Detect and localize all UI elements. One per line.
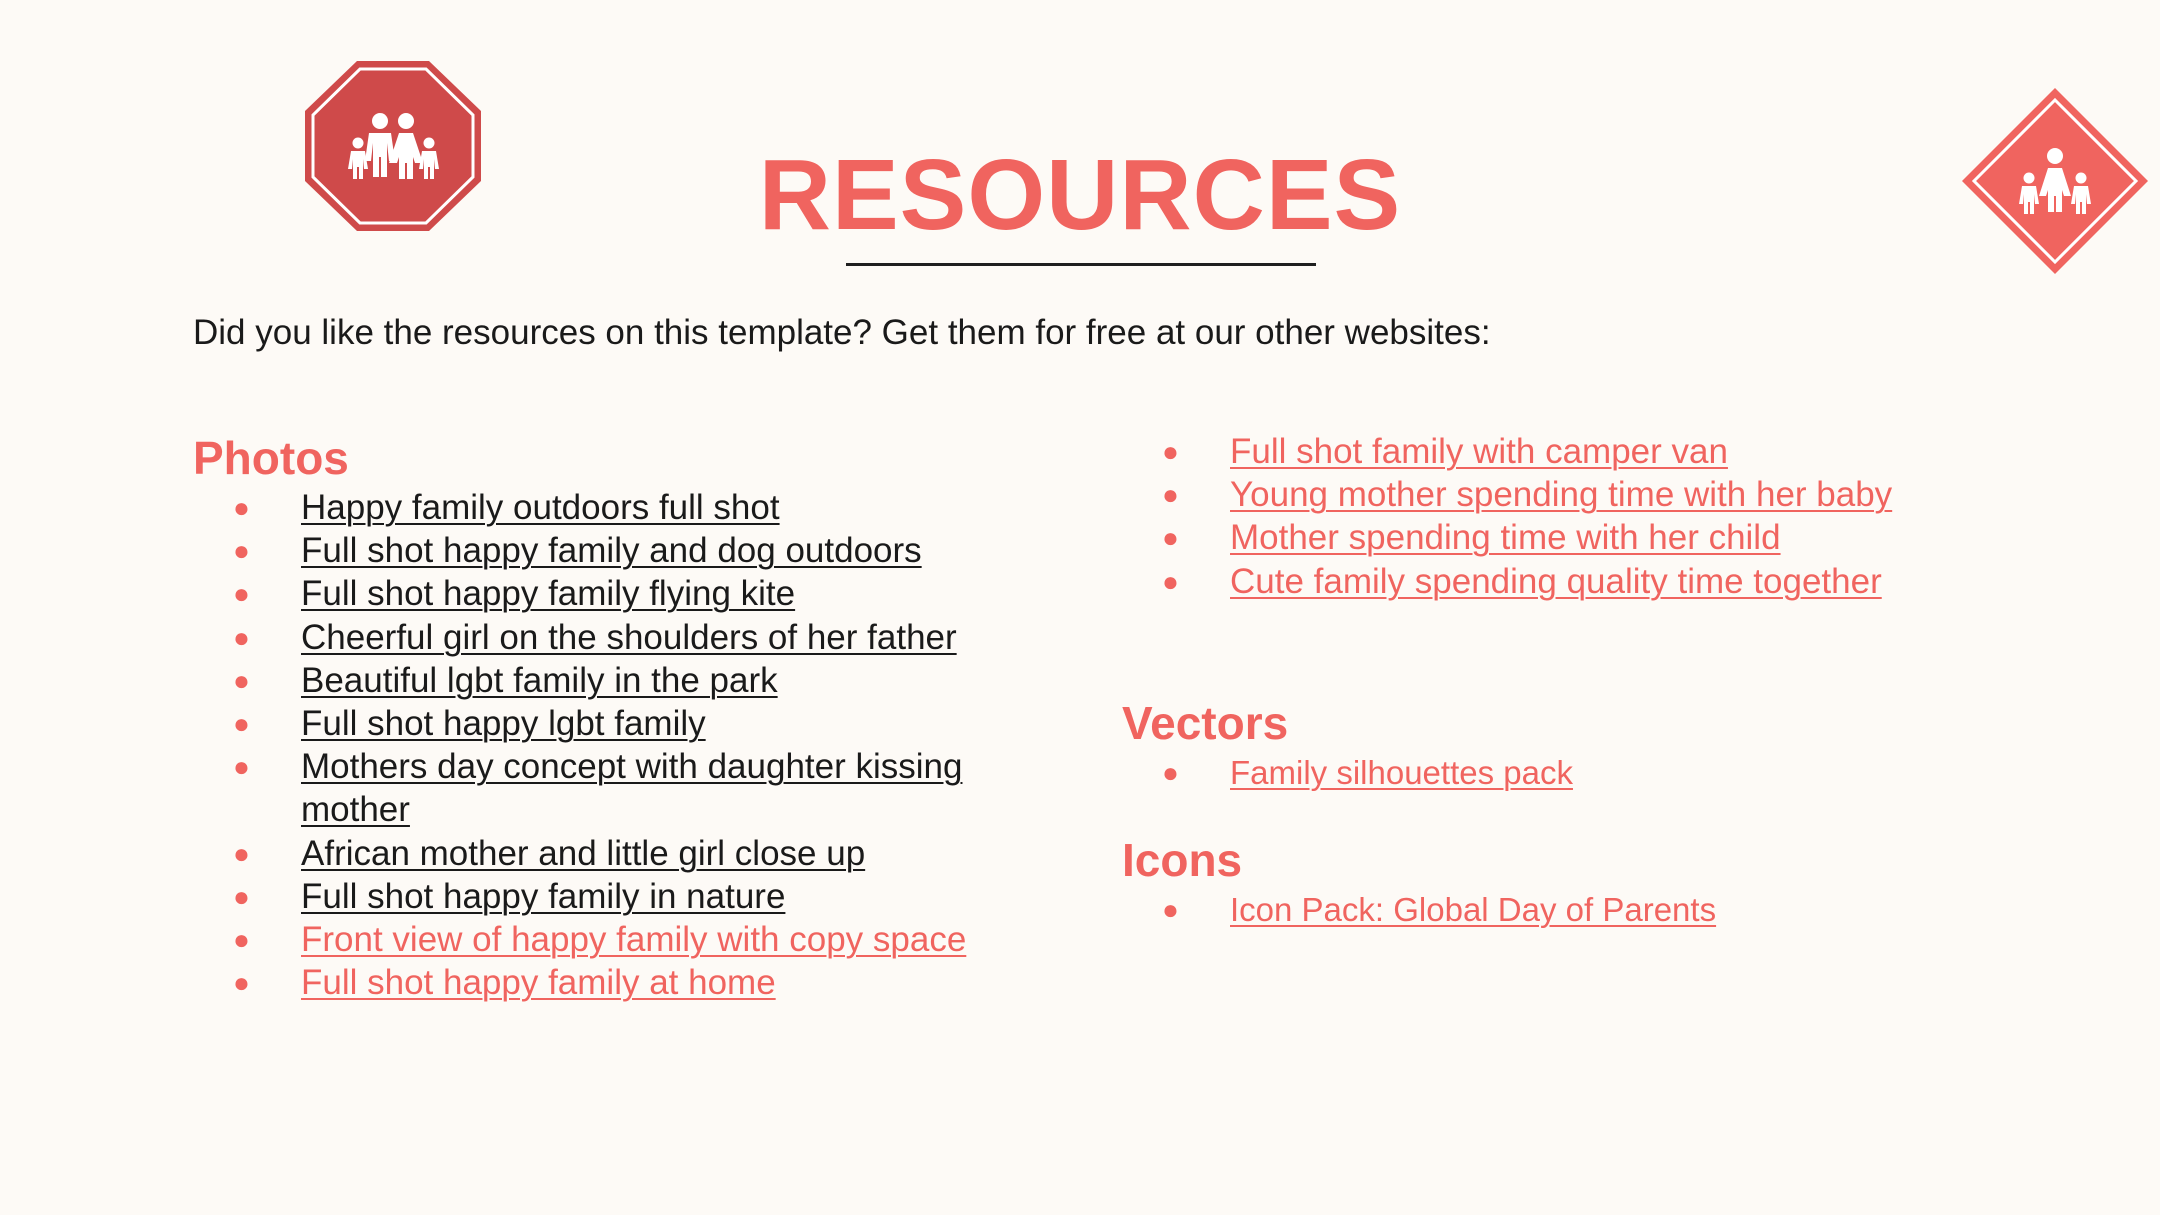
list-item bbox=[1122, 473, 2122, 516]
list-item bbox=[193, 616, 1073, 659]
bullet: ● bbox=[233, 621, 250, 653]
title-divider bbox=[846, 263, 1316, 266]
resource-link[interactable]: African mother and little girl close up bbox=[301, 833, 866, 873]
resource-link[interactable]: Happy family outdoors full shot bbox=[301, 488, 780, 527]
resource-link[interactable]: Full shot happy family and dog outdoors bbox=[301, 531, 922, 571]
list-item bbox=[193, 486, 1073, 529]
page-title: RESOURCES bbox=[758, 139, 1402, 251]
bullet: ● bbox=[1162, 565, 1179, 597]
list-item bbox=[193, 875, 1073, 918]
list-item bbox=[1122, 430, 2122, 473]
list-item bbox=[1122, 888, 2122, 931]
list-item bbox=[1122, 560, 2122, 603]
bullet: ● bbox=[233, 967, 250, 999]
bullet: ● bbox=[233, 708, 250, 740]
resource-link[interactable]: Beautiful lgbt family in the park bbox=[301, 660, 778, 700]
bullet: ● bbox=[233, 837, 250, 869]
icons-section bbox=[1122, 832, 2122, 931]
vectors-list bbox=[1122, 751, 2122, 794]
bullet: ● bbox=[233, 578, 250, 610]
list-item bbox=[1122, 516, 2122, 559]
icons-list bbox=[1122, 888, 2122, 931]
bullet: ● bbox=[1162, 522, 1179, 554]
resource-link[interactable]: Icon Pack: Global Day of Parents bbox=[1230, 891, 1717, 929]
photos-list-continued bbox=[1122, 430, 2122, 603]
list-item bbox=[193, 832, 1073, 875]
resource-link[interactable]: Young mother spending time with her baby bbox=[1230, 475, 1893, 515]
right-column bbox=[1122, 430, 2122, 931]
icons-heading: Icons bbox=[1122, 834, 1243, 887]
resource-link[interactable]: Family silhouettes pack bbox=[1230, 753, 1573, 791]
bullet: ● bbox=[233, 664, 250, 696]
vectors-section bbox=[1122, 695, 2122, 794]
list-item bbox=[193, 529, 1073, 572]
list-item bbox=[193, 918, 1073, 961]
resource-link[interactable]: Full shot happy family flying kite bbox=[301, 574, 796, 614]
list-item bbox=[193, 961, 1073, 1004]
intro-text: Did you like the resources on this template? Get them for free at our other websites: bbox=[193, 313, 1491, 352]
resource-link[interactable]: Mother spending time with her child bbox=[1230, 518, 1781, 558]
resource-link[interactable]: Full shot happy family in nature bbox=[301, 876, 786, 916]
bullet: ● bbox=[233, 535, 250, 567]
list-item bbox=[193, 572, 1073, 615]
list-item bbox=[193, 745, 1073, 831]
bullet: ● bbox=[1162, 756, 1179, 788]
bullet: ● bbox=[1162, 436, 1179, 467]
resource-link[interactable]: Full shot family with camper van bbox=[1230, 432, 1728, 471]
resource-link[interactable]: Cheerful girl on the shoulders of her father bbox=[301, 617, 957, 657]
photos-list bbox=[193, 486, 1073, 1004]
bullet: ● bbox=[1162, 479, 1179, 511]
resource-link[interactable]: Front view of happy family with copy space bbox=[301, 920, 967, 960]
list-item bbox=[193, 659, 1073, 702]
resource-link[interactable]: Mothers day concept with daughter kissing mother bbox=[301, 747, 963, 830]
resource-link[interactable]: Full shot happy family at home bbox=[301, 963, 776, 1003]
list-item bbox=[1122, 751, 2122, 794]
bullet: ● bbox=[233, 880, 250, 912]
bullet: ● bbox=[233, 751, 250, 783]
bullet: ● bbox=[233, 492, 250, 523]
bullet: ● bbox=[1162, 894, 1179, 926]
left-column bbox=[193, 430, 1073, 1004]
resource-link[interactable]: Cute family spending quality time together bbox=[1230, 561, 1882, 601]
bullet: ● bbox=[233, 924, 250, 956]
list-item bbox=[193, 702, 1073, 745]
photos-heading: Photos bbox=[193, 432, 349, 484]
vectors-heading: Vectors bbox=[1122, 696, 1289, 749]
resource-link[interactable]: Full shot happy lgbt family bbox=[301, 704, 706, 744]
